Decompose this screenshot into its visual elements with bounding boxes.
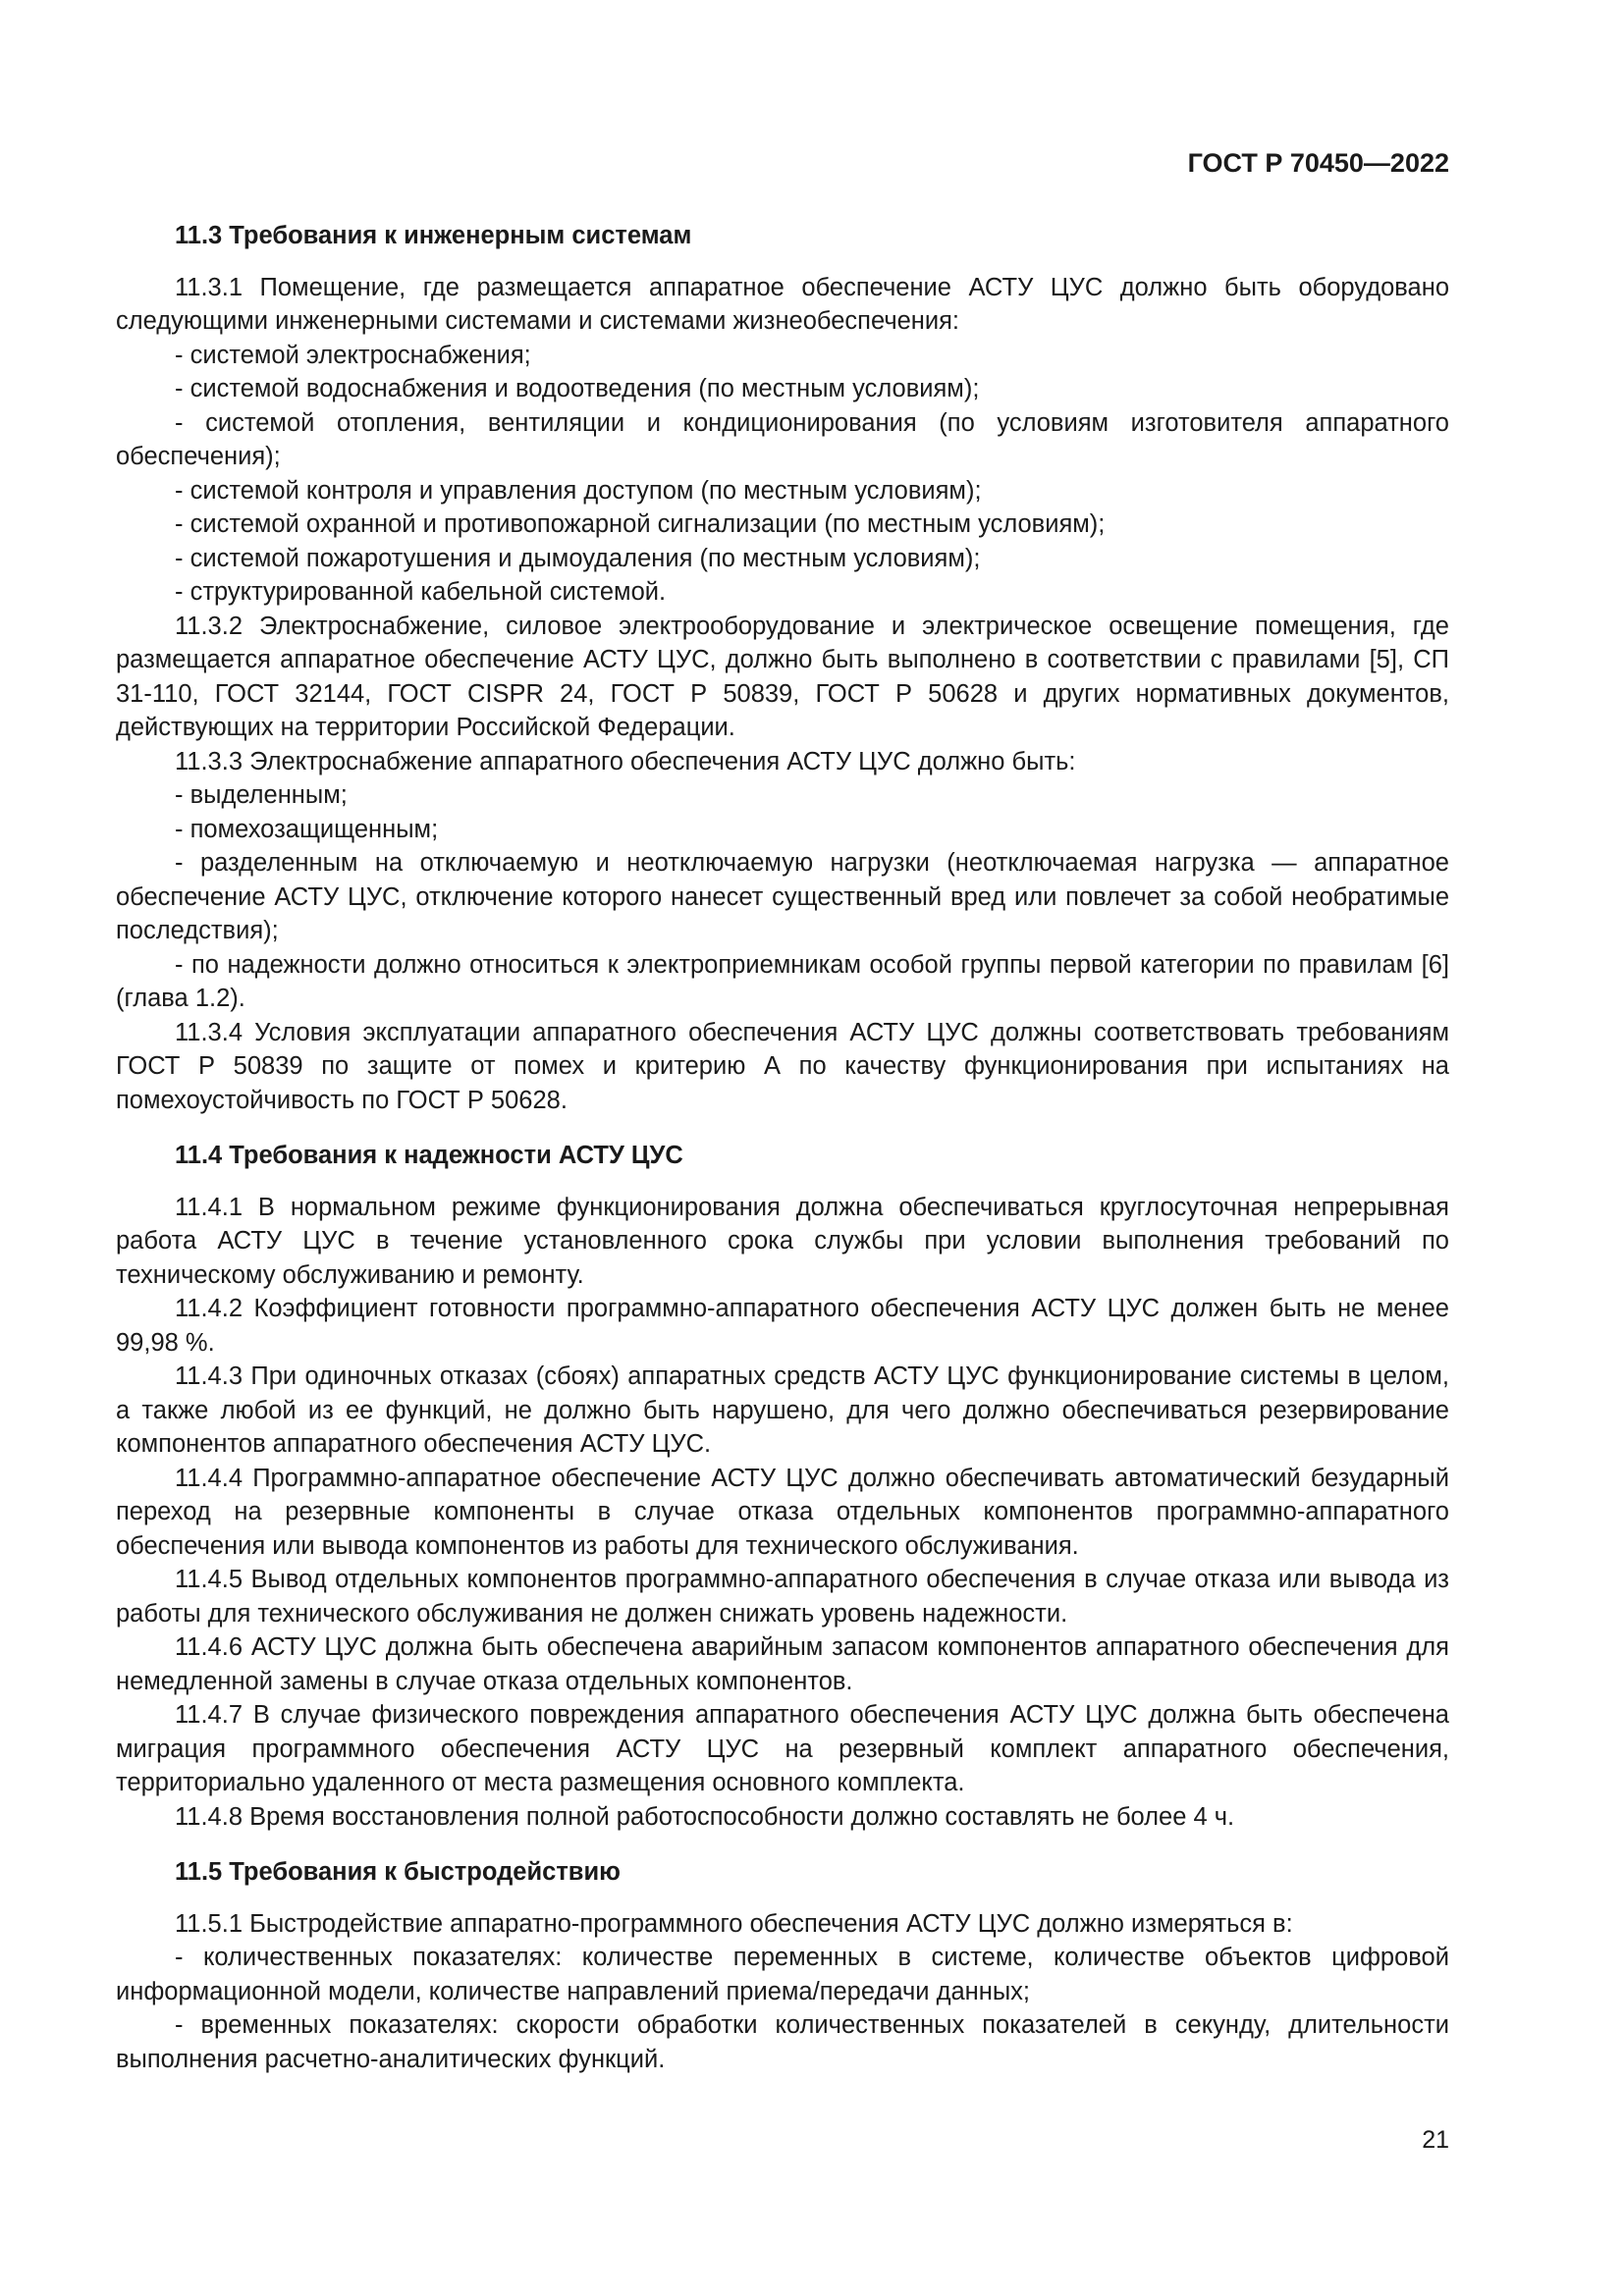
list-item: - системой отопления, вентиляции и кондиционирования (по условиям изготовителя аппаратного обеспечения); bbox=[116, 408, 1449, 470]
paragraph: 11.3.2 Электроснабжение, силовое электрооборудование и электрическое освещение помещения, где размещается аппаратное обеспечение АСТУ ЦУС, должно быть выполнено в соответствии с правилами [5], СП 31-110, ГОСТ 32144, ГОСТ CISPR 24, ГОСТ Р 50839, ГОСТ Р 50628 и других нормативных документов, действующих на территории Российской Федерации. bbox=[116, 612, 1449, 741]
paragraph: 11.5.1 Быстродействие аппаратно-программного обеспечения АСТУ ЦУС должно измеряться в: bbox=[175, 1909, 1293, 1938]
list-item: - разделенным на отключаемую и неотключаемую нагрузки (неотключаемая нагрузка — аппаратное обеспечение АСТУ ЦУС, отключение которого нанесет существенный вред или повлечет за собой необратимые последствия); bbox=[116, 849, 1449, 944]
section-11-3 bbox=[116, 219, 1449, 1117]
list-item: - количественных показателях: количестве переменных в системе, количестве объектов цифровой информационной модели, количестве направлений приема/передачи данных; bbox=[116, 1944, 1449, 2005]
list-item: - помехозащищенным; bbox=[175, 815, 439, 843]
section-heading: 11.3 Требования к инженерным системам bbox=[175, 222, 692, 249]
paragraph: 11.4.2 Коэффициент готовности программно-аппаратного обеспечения АСТУ ЦУС должен быть не менее 99,98 %. bbox=[116, 1295, 1449, 1357]
list-item: - временных показателях: скорости обработки количественных показателей в секунду, длительности выполнения расчетно-аналитических функций. bbox=[116, 2011, 1449, 2073]
page-number: 21 bbox=[1422, 2126, 1449, 2154]
paragraph: 11.3.3 Электроснабжение аппаратного обеспечения АСТУ ЦУС должно быть: bbox=[175, 747, 1076, 775]
list-item: - системой водоснабжения и водоотведения (по местным условиям); bbox=[175, 375, 980, 402]
paragraph: 11.4.8 Время восстановления полной работоспособности должно составлять не более 4 ч. bbox=[175, 1802, 1235, 1831]
running-header: ГОСТ Р 70450—2022 bbox=[1187, 148, 1449, 178]
paragraph: 11.4.3 При одиночных отказах (сбоях) аппаратных средств АСТУ ЦУС функционирование системы в целом, а также любой из ее функций, не должно быть нарушено, для чего должно обеспечиваться резервирование компонентов аппаратного обеспечения АСТУ ЦУС. bbox=[116, 1362, 1449, 1458]
paragraph: 11.4.7 В случае физического повреждения аппаратного обеспечения АСТУ ЦУС должна быть обеспечена миграция программного обеспечения АСТУ ЦУС на резервный комплект аппаратного обеспечения, территориально удаленного от места размещения основного комплекта. bbox=[116, 1701, 1449, 1796]
list-item: - системой контроля и управления доступом (по местным условиям); bbox=[175, 476, 982, 505]
list-item: - структурированной кабельной системой. bbox=[175, 578, 667, 606]
section-11-5 bbox=[116, 1855, 1449, 2076]
document-body bbox=[116, 219, 1449, 2076]
list-item: - системой пожаротушения и дымоудаления (по местным условиям); bbox=[175, 544, 981, 572]
list-item: - выделенным; bbox=[175, 781, 348, 809]
paragraph: 11.4.5 Вывод отдельных компонентов программно-аппаратного обеспечения в случае отказа или вывода из работы для технического обслуживания не должен снижать уровень надежности. bbox=[116, 1566, 1449, 1628]
section-heading: 11.5 Требования к быстродействию bbox=[175, 1858, 621, 1886]
paragraph: 11.4.6 АСТУ ЦУС должна быть обеспечена аварийным запасом компонентов аппаратного обеспечения для немедленной замены в случае отказа отдельных компонентов. bbox=[116, 1633, 1449, 1695]
paragraph: 11.4.1 В нормальном режиме функционирования должна обеспечиваться круглосуточная непрерывная работа АСТУ ЦУС в течение установленного срока службы при условии выполнения требований по техническому обслуживанию и ремонту. bbox=[116, 1193, 1449, 1289]
section-11-4 bbox=[116, 1139, 1449, 1834]
paragraph: 11.3.1 Помещение, где размещается аппаратное обеспечение АСТУ ЦУС должно быть оборудовано следующими инженерными системами и системами жизнеобеспечения: bbox=[116, 273, 1449, 335]
section-heading: 11.4 Требования к надежности АСТУ ЦУС bbox=[175, 1142, 683, 1169]
paragraph: 11.3.4 Условия эксплуатации аппаратного обеспечения АСТУ ЦУС должны соответствовать требованиям ГОСТ Р 50839 по защите от помех и критерию А по качеству функционирования при испытаниях на помехоустойчивость по ГОСТ Р 50628. bbox=[116, 1018, 1449, 1114]
list-item: - системой охранной и противопожарной сигнализации (по местным условиям); bbox=[175, 510, 1106, 538]
list-item: - системой электроснабжения; bbox=[175, 341, 531, 369]
list-item: - по надежности должно относиться к электроприемникам особой группы первой категории по правилам [6] (глава 1.2). bbox=[116, 950, 1449, 1012]
paragraph: 11.4.4 Программно-аппаратное обеспечение АСТУ ЦУС должно обеспечивать автоматический безударный переход на резервные компоненты в случае отказа отдельных компонентов программно-аппаратного обеспечения или вывода компонентов из работы для технического обслуживания. bbox=[116, 1464, 1449, 1560]
